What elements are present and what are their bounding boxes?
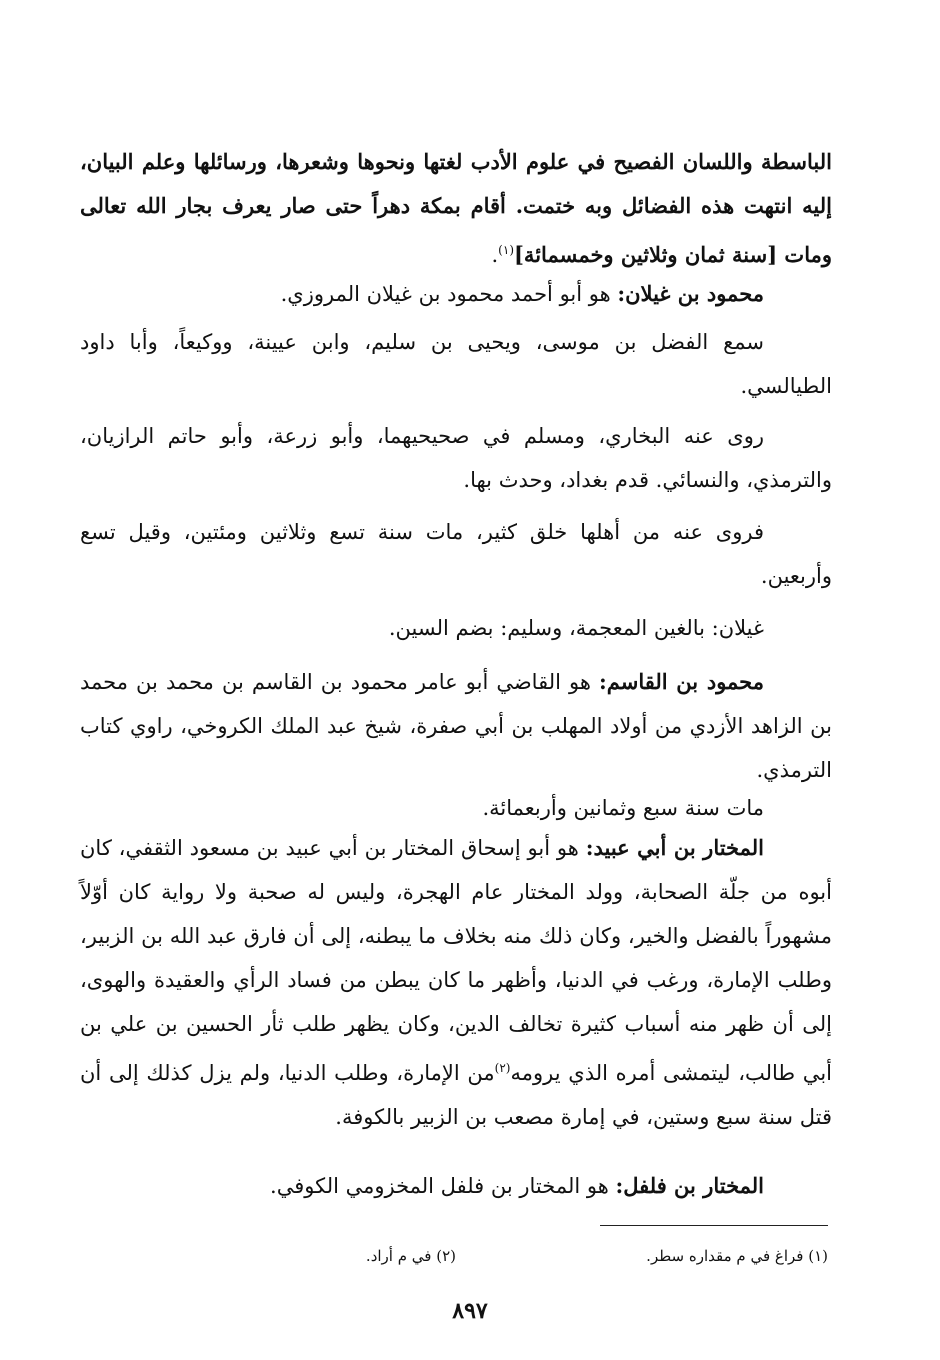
entry-heading: المختار بن أبي عبيد:	[585, 835, 764, 860]
entry-mahmoud-qasim	[80, 660, 832, 792]
paragraph-qasim-death	[80, 786, 832, 830]
paragraph-text: غيلان: بالغين المعجمة، وسليم: بضم السين.	[388, 616, 764, 640]
footnote-ref-2: (٢)	[494, 1061, 511, 1075]
paragraph-text: فروى عنه من أهلها خلق كثير، مات سنة تسع وثلاثين ومئتين، وقيل تسع وأربعين.	[80, 520, 832, 588]
entry-body: هو أبو أحمد محمود بن غيلان المروزي.	[280, 282, 618, 306]
paragraph-heard-from	[80, 320, 832, 408]
entry-heading: محمود بن القاسم:	[599, 669, 764, 694]
entry-body-continued: من الإمارة، وطلب الدنيا، ولم يزل كذلك إلى أن قتل سنة سبع وستين، في إمارة مصعب بن الزبير بالكوفة.	[80, 1061, 832, 1129]
paragraph-text: روى عنه البخاري، ومسلم في صحيحيهما، وأبو زرعة، وأبو حاتم الرازيان، والترمذي، والنسائي. قدم بغداد، وحدث بها.	[80, 424, 832, 492]
footnote-1: (١) فراغ في م مقداره سطر.	[646, 1247, 828, 1265]
entry-body: هو القاضي أبو عامر محمود بن القاسم بن محمد بن محمد بن الزاهد الأزدي من أولاد المهلب بن أبي صفرة، شيخ عبد الملك الكروخي، راوي كتاب الترمذي.	[80, 670, 832, 782]
entry-mukhtar-abi-ubayd	[80, 826, 832, 1139]
paragraph-text: مات سنة سبع وثمانين وأربعمائة.	[482, 796, 764, 820]
page-number: ٨٩٧	[452, 1298, 488, 1324]
footnote-2: (٢) في م أراد.	[365, 1247, 456, 1265]
paragraph-death	[80, 510, 832, 598]
entry-heading: المختار بن فلفل:	[615, 1173, 764, 1198]
entry-mahmoud-ghaylan	[80, 272, 832, 316]
footnote-ref-1: (١)	[498, 243, 514, 257]
paragraph-narrated	[80, 414, 832, 502]
entry-mukhtar-fulful	[80, 1164, 832, 1208]
entry-heading: محمود بن غيلان:	[617, 281, 764, 306]
paragraph-intro-text: الباسطة واللسان الفصيح في علوم الأدب لغتها ونحوها وشعرها، ورسائلها وعلم البيان، إليه انتهت هذه الفضائل وبه ختمت. أقام بمكة دهراً حتى صار يعرف بجار الله تعالى ومات [سنة ثمان وثلاثين وخمسمائة]	[80, 149, 832, 267]
paragraph-text: سمع الفضل بن موسى، ويحيى بن سليم، وابن عيينة، ووكيعاً، وأبا داود الطيالسي.	[80, 330, 832, 398]
paragraph-intro: الباسطة واللسان الفصيح في علوم الأدب لغتها ونحوها وشعرها، ورسائلها وعلم البيان، إليه انتهت هذه الفضائل وبه ختمت. أقام بمكة دهراً حتى صار يعرف بجار الله تعالى ومات [سنة ثمان وثلاثين وخمسمائة]$^{(١)}$.	[80, 149, 832, 267]
paragraph-spelling-note	[80, 606, 832, 650]
footnote-separator	[600, 1225, 828, 1226]
entry-body: هو أبو إسحاق المختار بن أبي عبيد بن مسعود الثقفي، كان أبوه من جلّة الصحابة، وولد المختار عام الهجرة، وليس له صحبة ولا رواية كان أوّلاً مشهوراً بالفضل والخير، وكان ذلك منه بخلاف ما يبطنه، إلى أن فارق عبد الله بن الزبير، وطلب الإمارة، ورغب في الدنيا، وأظهر ما كان يبطن من فساد الرأي والعقيدة والهوى، إلى أن ظهر منه أسباب كثيرة تخالف الدين، وكان يظهر طلب ثأر الحسين بن علي بن أبي طالب، ليتمشى أمره الذي يرومه	[80, 836, 832, 1085]
entry-body: هو المختار بن فلفل المخزومي الكوفي.	[270, 1174, 616, 1198]
